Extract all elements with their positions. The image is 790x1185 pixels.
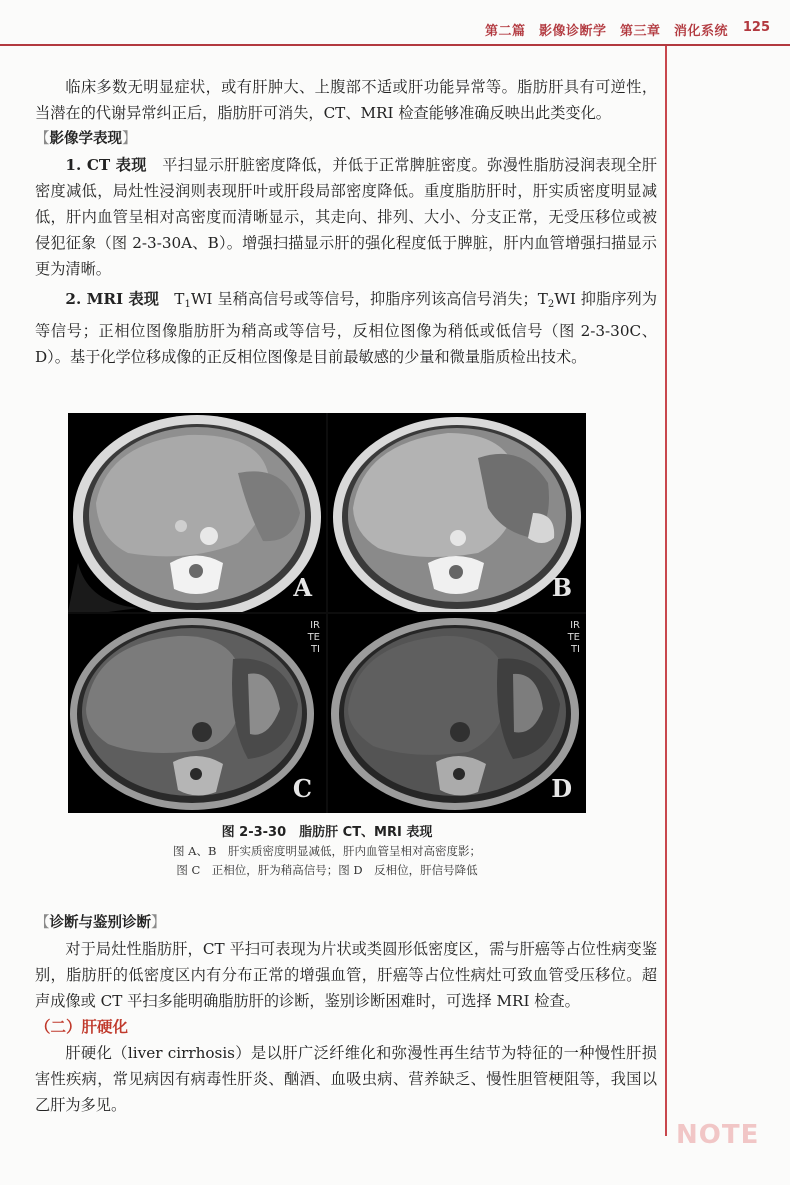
panel-d-mri [328,614,586,813]
mri-tags-c [298,620,320,656]
mri-label: 2. MRI 表现 [65,290,160,308]
figure-caption-line-1: 图 A、B 肝实质密度明显减低，肝内血管呈相对高密度影； [173,844,481,858]
t2-text: WI 抑脂序列为等信号；正相位图像脂肪肝为稍高或等信号，反相位图像为稍低或低信号（图 2-3-30C、D）。基于化学位移成像的正反相位图像是目前最敏感的少量和微量脂质检出技术。 [35,290,658,366]
page-number: 125 [742,20,770,35]
panel-label-a: A [293,573,312,602]
mri-tag-ti: TI [310,644,320,655]
diagnosis-paragraph: 对于局灶性脂肪肝，CT 平扫可表现为片状或类圆形低密度区，需与肝癌等占位性病变鉴别，脂肪肝的低密度区内有分布正常的增强血管，肝癌等占位性病灶可致血管受压移位。超声成像或 CT 平扫多能明确脂肪肝的诊断，鉴别诊断困难时，可选择 MRI 检查。 [35,940,657,1010]
t1-sub: 1 [184,299,191,310]
t1-prefix: T [174,290,185,308]
figure-caption-line-2: 图 C 正相位，肝为稍高信号；图 D 反相位，肝信号降低 [176,863,478,877]
figure-caption-title: 图 2-3-30 脂肪肝 CT、MRI 表现 [221,825,433,840]
margin-rule [665,46,667,1136]
imaging-heading-text: 影像学表现 [49,131,122,147]
intro-paragraph: 临床多数无明显症状，或有肝肿大、上腹部不适或肝功能异常等。脂肪肝具有可逆性，当潜在的代谢异常纠正后，脂肪肝可消失，CT、MRI 检查能够准确反映出此类变化。 [35,78,657,122]
t2-sub: 2 [547,299,555,310]
mri-tag-te: TE [567,632,580,643]
mri-tag-ir: IR [570,620,580,631]
cirrhosis-heading: （二）肝硬化 [35,1018,129,1036]
panel-label-d: D [551,774,572,803]
main-text [35,74,657,370]
header-rule [0,44,790,46]
panel-label-b: B [551,573,572,602]
diagnosis-heading [35,910,657,936]
mri-paragraph [35,286,657,370]
bracket-open: 【 [35,915,50,931]
ct-scan-b-image [328,413,586,612]
bracket-close: 】 [151,915,166,931]
panel-b-ct [328,413,586,612]
note-watermark: NOTE [676,1120,760,1150]
mri-tag-ir: IR [310,620,320,631]
bracket-close: 】 [122,131,137,147]
lower-text [35,910,657,1118]
bracket-open: 【 [35,131,50,147]
ct-scan-a-image [68,413,326,612]
panel-a-ct [68,413,326,612]
figure-2-3-30 [68,413,586,813]
panel-label-c: C [292,774,312,803]
mri-tags-d [558,620,580,656]
ct-paragraph [35,152,657,282]
running-header-title: 第二篇 影像诊断学 第三章 消化系统 [484,24,728,39]
ct-label: 1. CT 表现 [65,156,147,174]
ct-text: 平扫显示肝脏密度降低，并低于正常脾脏密度。弥漫性脂肪浸润表现全肝密度减低，局灶性浸润则表现肝叶或肝段局部密度降低。重度脂肪肝时，肝实质密度明显减低，肝内血管呈相对高密度而清晰显示，其走向、排列、大小、分支正常，无受压移位或被侵犯征象（图 2-3-30A、B）。增强扫描显示肝的强化程度低于脾脏，肝内血管增强扫描显示更为清晰。 [35,156,658,278]
diagnosis-heading-text: 诊断与鉴别诊断 [49,915,151,931]
imaging-heading [35,126,657,152]
t2-prefix: T [537,290,548,308]
mri-tag-te: TE [307,632,320,643]
page-header [0,0,790,46]
mri-scan-d-image [328,614,586,813]
panel-c-mri [68,614,326,813]
t1-text: WI 呈稍高信号或等信号，抑脂序列该高信号消失； [190,290,538,308]
cirrhosis-paragraph: 肝硬化（liver cirrhosis）是以肝广泛纤维化和弥漫性再生结节为特征的一种慢性肝损害性疾病，常见病因有病毒性肝炎、酗酒、血吸虫病、营养缺乏、慢性胆管梗阻等，我国以乙肝为多见。 [35,1044,657,1114]
mri-scan-c-image [68,614,326,813]
mri-tag-ti: TI [570,644,580,655]
